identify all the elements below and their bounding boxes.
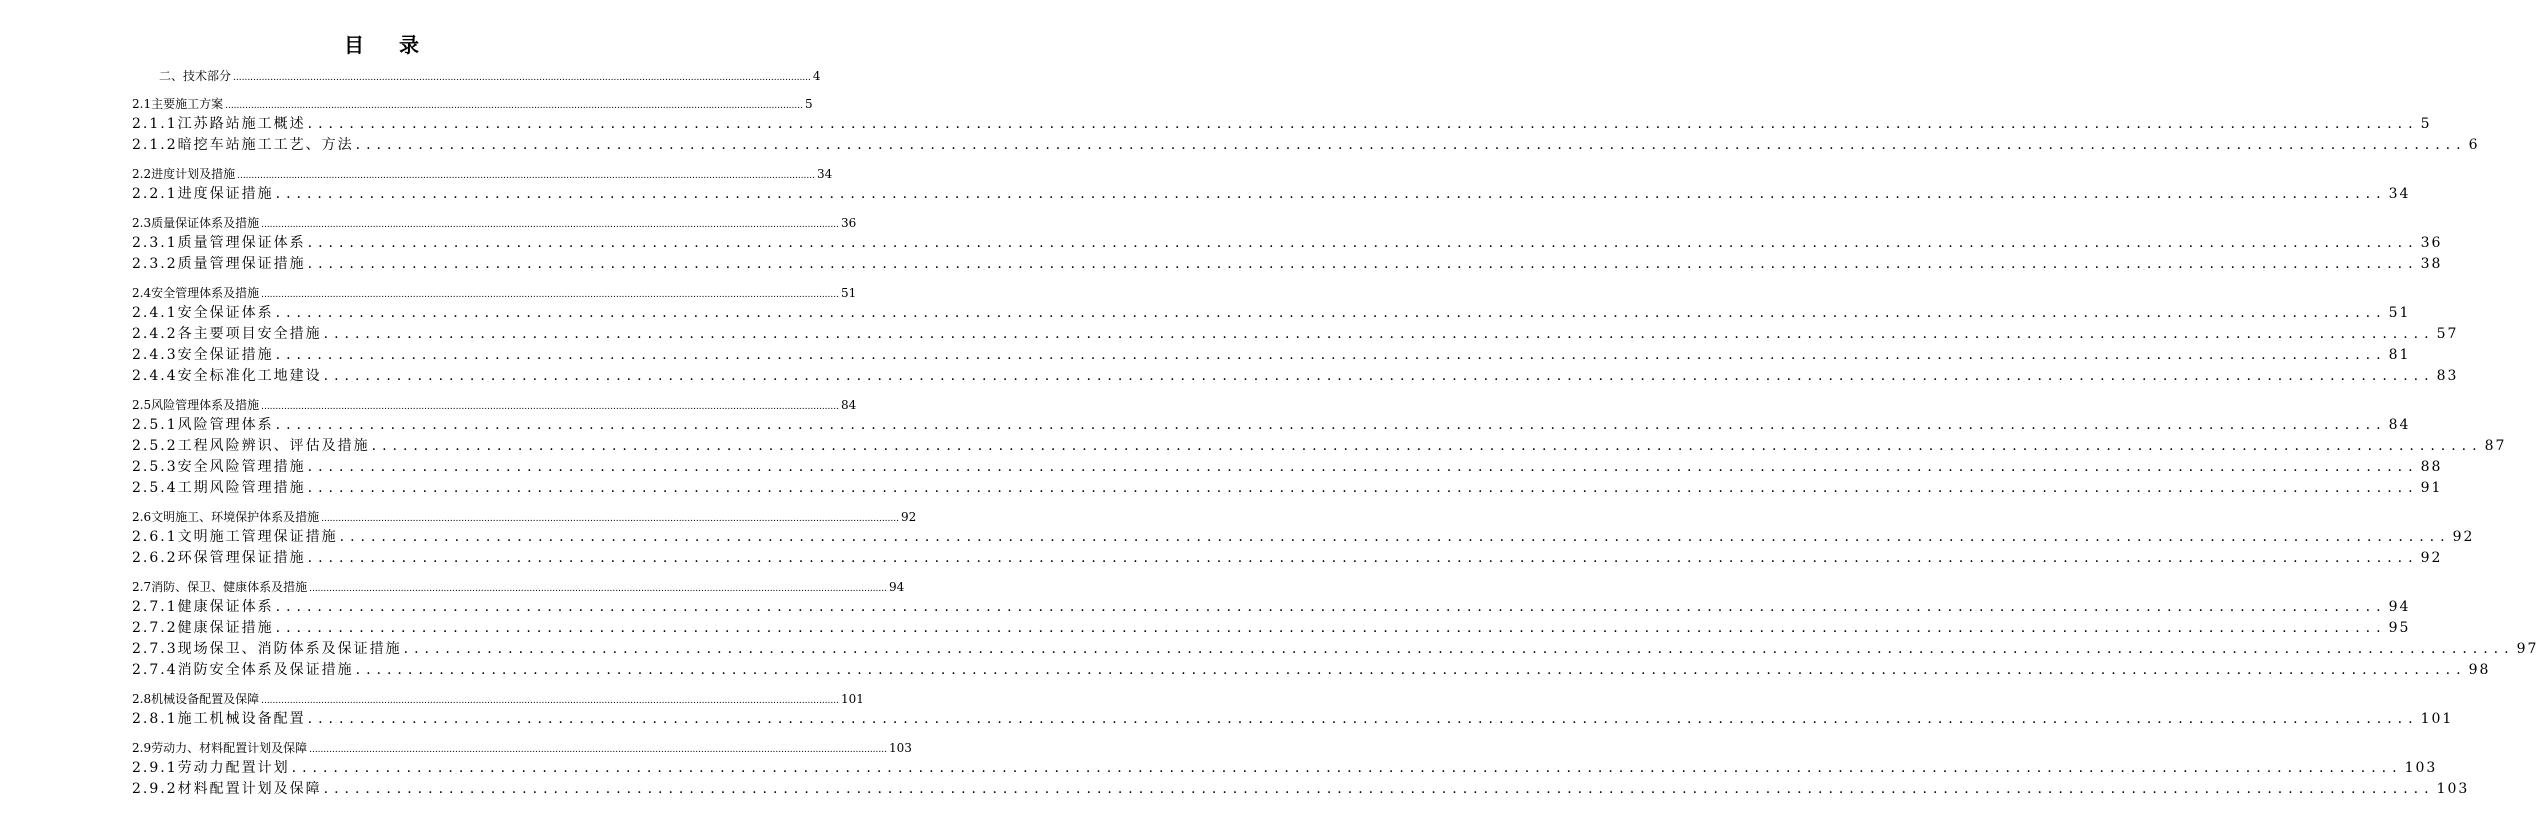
toc-leader-dots: .......................................................................................................................................................................................................... — [275, 347, 2387, 363]
toc-page-number: 51 — [840, 286, 857, 300]
toc-entry[interactable] — [132, 457, 2443, 478]
toc-entry[interactable] — [132, 415, 2411, 436]
toc-entry-label: 2.4.2各主要项目安全措施 — [132, 326, 322, 342]
toc-leader-dots: .......................................................................................................................................................................................................... — [307, 235, 2419, 251]
toc-entry[interactable] — [132, 114, 2432, 135]
toc-entry[interactable] — [132, 639, 2538, 660]
toc-entry-label: 2.5.1风险管理体系 — [132, 417, 274, 433]
toc-entry-label: 二、技术部分 — [159, 69, 232, 83]
toc-page-number: 103 — [888, 741, 912, 755]
toc-page-number: 87 — [2484, 438, 2507, 454]
toc-page-number: 5 — [2420, 116, 2432, 132]
toc-entry-label: 2.3.2质量管理保证措施 — [132, 256, 306, 272]
toc-entry[interactable] — [132, 135, 2480, 156]
toc-leader-dots: .......................................................................................................................................................................................................... — [275, 599, 2387, 615]
toc-page-number: 36 — [2420, 235, 2443, 251]
toc-entry[interactable] — [132, 689, 864, 709]
toc-entry[interactable] — [132, 184, 2411, 205]
toc-entry[interactable] — [132, 345, 2411, 366]
toc-entry[interactable] — [132, 436, 2507, 457]
toc-entry[interactable] — [132, 527, 2475, 548]
toc-page-number: 84 — [840, 398, 857, 412]
toc-leader-dots: .......................................................................................................................................................................................................... — [321, 514, 899, 524]
toc-leader-dots: .......................................................................................................................................................................................................... — [275, 305, 2387, 321]
toc-page-number: 101 — [2420, 711, 2454, 727]
toc-leader-dots: .......................................................................................................................................................................................................... — [307, 480, 2419, 496]
toc-leader-dots: .......................................................................................................................................................................................................... — [261, 290, 839, 300]
toc-leader-dots: .......................................................................................................................................................................................................... — [237, 171, 815, 181]
toc-page-number: 97 — [2516, 641, 2538, 657]
page-title: 目 录 — [344, 33, 433, 57]
toc-leader-dots: .......................................................................................................................................................................................................... — [307, 550, 2419, 566]
toc-entry-label: 2.7消防、保卫、健康体系及措施 — [132, 580, 308, 594]
toc-page-number: 92 — [900, 510, 917, 524]
toc-entry-label: 2.2进度计划及措施 — [132, 167, 236, 181]
toc-entry-label: 2.1.2暗挖车站施工工艺、方法 — [132, 137, 354, 153]
toc-entry-label: 2.7.2健康保证措施 — [132, 620, 274, 636]
toc-entry-label: 2.4.4安全标准化工地建设 — [132, 368, 322, 384]
toc-leader-dots: .......................................................................................................................................................................................................... — [307, 256, 2419, 272]
toc-page-number: 34 — [2388, 186, 2411, 202]
toc-entry[interactable] — [132, 548, 2443, 569]
toc-leader-dots: .......................................................................................................................................................................................................... — [275, 620, 2387, 636]
toc-page-number: 4 — [812, 69, 821, 83]
toc-entry[interactable] — [132, 66, 821, 86]
toc-entry-label: 2.4.1安全保证体系 — [132, 305, 274, 321]
toc-entry[interactable] — [132, 164, 833, 184]
toc-leader-dots: .......................................................................................................................................................................................................... — [275, 186, 2387, 202]
toc-entry-label: 2.5.3安全风险管理措施 — [132, 459, 306, 475]
toc-entry-label: 2.5.4工期风险管理措施 — [132, 480, 306, 496]
toc-entry[interactable] — [132, 395, 857, 415]
toc-entry[interactable] — [132, 660, 2491, 681]
toc-entry[interactable] — [132, 577, 905, 597]
toc-leader-dots: .......................................................................................................................................................................................................... — [275, 417, 2387, 433]
toc-entry[interactable] — [132, 233, 2443, 254]
toc-leader-dots: .......................................................................................................................................................................................................... — [339, 529, 2451, 545]
toc-entry-label: 2.8机械设备配置及保障 — [132, 692, 260, 706]
toc-page-number: 95 — [2388, 620, 2411, 636]
toc-leader-dots: .......................................................................................................................................................................................................... — [355, 662, 2467, 678]
toc-leader-dots: .......................................................................................................................................................................................................... — [261, 696, 839, 706]
toc-entry-label: 2.6文明施工、环境保护体系及措施 — [132, 510, 320, 524]
toc-entry[interactable] — [132, 366, 2459, 387]
toc-entry[interactable] — [132, 303, 2411, 324]
toc-entry-label: 2.1.1江苏路站施工概述 — [132, 116, 306, 132]
toc-entry[interactable] — [132, 618, 2411, 639]
toc-entry[interactable] — [132, 324, 2459, 345]
toc-entry-label: 2.2.1进度保证措施 — [132, 186, 274, 202]
toc-entry-label: 2.3质量保证体系及措施 — [132, 216, 260, 230]
toc-entry-label: 2.6.2环保管理保证措施 — [132, 550, 306, 566]
toc-entry[interactable] — [132, 597, 2411, 618]
toc-entry[interactable] — [132, 478, 2443, 499]
toc-entry-label: 2.7.3现场保卫、消防体系及保证措施 — [132, 641, 402, 657]
toc-page-number: 91 — [2420, 480, 2443, 496]
toc-entry[interactable] — [132, 254, 2443, 275]
toc-leader-dots: .......................................................................................................................................................................................................... — [323, 368, 2435, 384]
toc-leader-dots: .......................................................................................................................................................................................................... — [323, 326, 2435, 342]
toc-page-number: 101 — [840, 692, 864, 706]
toc-page-number: 92 — [2452, 529, 2475, 545]
toc-leader-dots: .......................................................................................................................................................................................................... — [261, 220, 839, 230]
toc-entry-label: 2.1主要施工方案 — [132, 97, 224, 111]
toc-leader-dots: .......................................................................................................................................................................................................... — [355, 137, 2467, 153]
toc-entry-label: 2.9.1劳动力配置计划 — [132, 760, 290, 776]
toc-leader-dots: .......................................................................................................................................................................................................... — [403, 641, 2515, 657]
toc-page-number: 83 — [2436, 368, 2459, 384]
toc-entry-label: 2.4.3安全保证措施 — [132, 347, 274, 363]
toc-page-number: 38 — [2420, 256, 2443, 272]
toc-entry-label: 2.7.4消防安全体系及保证措施 — [132, 662, 354, 678]
toc-page-number: 57 — [2436, 326, 2459, 342]
toc-leader-dots: .......................................................................................................................................................................................................... — [261, 402, 839, 412]
toc-entry-label: 2.7.1健康保证体系 — [132, 599, 274, 615]
toc-entry-label: 2.8.1施工机械设备配置 — [132, 711, 306, 727]
toc-leader-dots: .......................................................................................................................................................................................................... — [309, 745, 887, 755]
toc-leader-dots: .......................................................................................................................................................................................................... — [323, 781, 2435, 797]
toc-entry-label: 2.6.1文明施工管理保证措施 — [132, 529, 338, 545]
toc-page-number: 81 — [2388, 347, 2411, 363]
toc-page-number: 6 — [2468, 137, 2480, 153]
toc-entry-label: 2.9劳动力、材料配置计划及保障 — [132, 741, 308, 755]
toc-leader-dots: .......................................................................................................................................................................................................... — [233, 73, 811, 83]
toc-entry[interactable] — [132, 213, 857, 233]
toc-page-number: 103 — [2404, 760, 2438, 776]
toc-page-number: 5 — [804, 97, 813, 111]
toc-entry-label: 2.4安全管理体系及措施 — [132, 286, 260, 300]
toc-page-number: 98 — [2468, 662, 2491, 678]
toc-page-number: 84 — [2388, 417, 2411, 433]
toc-entry[interactable] — [132, 779, 2470, 800]
toc-leader-dots: .......................................................................................................................................................................................................... — [307, 711, 2419, 727]
toc-entry[interactable] — [132, 709, 2454, 730]
toc-page-number: 36 — [840, 216, 857, 230]
toc-entry[interactable] — [132, 507, 917, 527]
toc-leader-dots: .......................................................................................................................................................................................................... — [307, 459, 2419, 475]
toc-leader-dots: .......................................................................................................................................................................................................... — [225, 101, 803, 111]
toc-leader-dots: .......................................................................................................................................................................................................... — [371, 438, 2483, 454]
toc-entry-label: 2.5风险管理体系及措施 — [132, 398, 260, 412]
table-of-contents — [132, 66, 2538, 800]
toc-page-number: 88 — [2420, 459, 2443, 475]
toc-page-number: 103 — [2436, 781, 2470, 797]
toc-entry-label: 2.3.1质量管理保证体系 — [132, 235, 306, 251]
toc-leader-dots: .......................................................................................................................................................................................................... — [291, 760, 2403, 776]
toc-entry[interactable] — [132, 758, 2438, 779]
toc-page-number: 51 — [2388, 305, 2411, 321]
toc-entry[interactable] — [132, 283, 857, 303]
toc-entry-label: 2.9.2材料配置计划及保障 — [132, 781, 322, 797]
toc-page-number: 94 — [888, 580, 905, 594]
toc-page-number: 92 — [2420, 550, 2443, 566]
toc-entry[interactable] — [132, 738, 912, 758]
toc-entry[interactable] — [132, 94, 813, 114]
toc-leader-dots: .......................................................................................................................................................................................................... — [309, 584, 887, 594]
toc-leader-dots: .......................................................................................................................................................................................................... — [307, 116, 2419, 132]
toc-entry-label: 2.5.2工程风险辨识、评估及措施 — [132, 438, 370, 454]
toc-page-number: 34 — [816, 167, 833, 181]
toc-page-number: 94 — [2388, 599, 2411, 615]
